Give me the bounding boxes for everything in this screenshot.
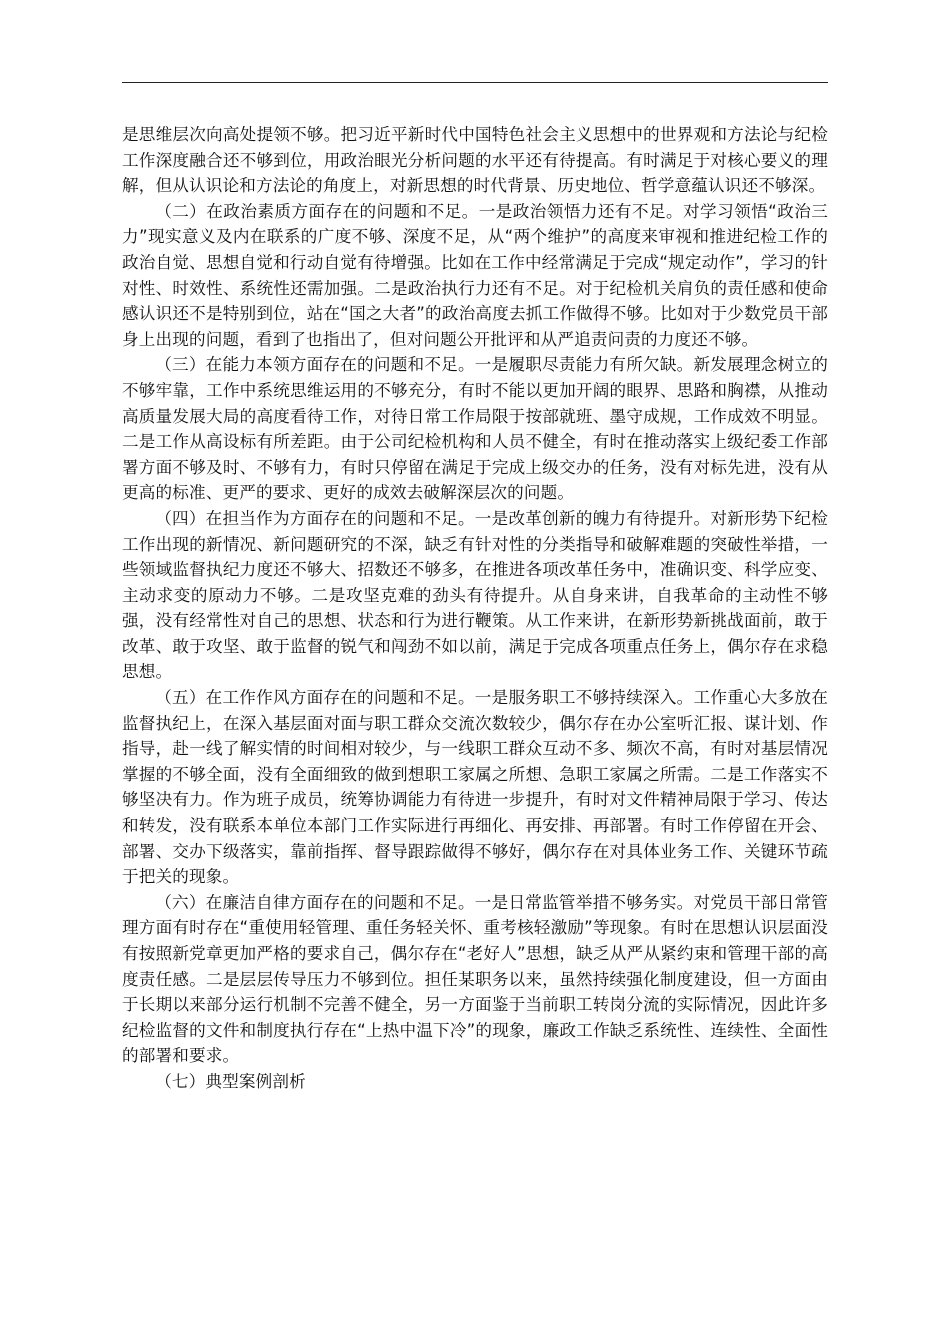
paragraph-case-analysis-heading: （七）典型案例剖析 (155, 1071, 306, 1091)
paragraph-responsibility: （四）在担当作为方面存在的问题和不足。一是改革创新的魄力有待提升。对新形势下纪检工作出现的新情况、新问题研究的不深，缺乏有针对性的分类指导和破解难题的突破性举措，一些领域监督执纪力度还不够大、招数还不够多，在推进各项改革任务中，准确识变、科学应变、主动求变的原动力不够。二是攻坚克难的劲头有待提升。从自身来讲，自我革命的主动性不够强，没有经常性对自己的思想、状态和行为进行鞭策。从工作来讲，在新形势新挑战面前，敢于改革、敢于攻坚、敢于监督的锐气和闯劲不如以前，满足于完成各项重点任务上，偶尔存在求稳思想。 (122, 508, 828, 682)
header-rule (122, 82, 828, 83)
paragraph-ability: （三）在能力本领方面存在的问题和不足。一是履职尽责能力有所欠缺。新发展理念树立的不够牢靠，工作中系统思维运用的不够充分，有时不能以更加开阔的眼界、思路和胸襟，从推动高质量发展大局的高度看待工作，对待日常工作局限于按部就班、墨守成规，工作成效不明显。二是工作从高设标有所差距。由于公司纪检机构和人员不健全，有时在推动落实上级纪委工作部署方面不够及时、不够有力，有时只停留在满足于完成上级交办的任务，没有对标先进，没有从更高的标准、更严的要求、更好的成效去破解深层次的问题。 (122, 355, 828, 503)
paragraph-work-style: （五）在工作作风方面存在的问题和不足。一是服务职工不够持续深入。工作重心大多放在监督执纪上，在深入基层面对面与职工群众交流次数较少，偶尔存在办公室听汇报、谋计划、作指导，赴一线了解实情的时间相对较少，与一线职工群众互动不多、频次不高，有时对基层情况掌握的不够全面，没有全面细致的做到想职工家属之所想、急职工家属之所需。二是工作落实不够坚决有力。作为班子成员，统筹协调能力有待进一步提升，有时对文件精神局限于学习、传达和转发，没有联系本单位本部门工作实际进行再细化、再安排、再部署。有时工作停留在开会、部署、交办下级落实，靠前指挥、督导跟踪做得不够好，偶尔存在对具体业务工作、关键环节疏于把关的现象。 (122, 688, 828, 887)
paragraph-integrity: （六）在廉洁自律方面存在的问题和不足。一是日常监管举措不够务实。对党员干部日常管理方面有时存在“重使用轻管理、重任务轻关怀、重考核轻激励”等现象。有时在思想认识层面没有按照新党章更加严格的要求自己，偶尔存在“老好人”思想，缺乏从严从紧约束和管理干部的高度责任感。二是层层传导压力不够到位。担任某职务以来，虽然持续强化制度建设，但一方面由于长期以来部分运行机制不完善不健全，另一方面鉴于当前职工转岗分流的实际情况，因此许多纪检监督的文件和制度执行存在“上热中温下冷”的现象，廉政工作缺乏系统性、连续性、全面性的部署和要求。 (122, 892, 828, 1066)
document-body (122, 122, 828, 1095)
paragraph-political-quality: （二）在政治素质方面存在的问题和不足。一是政治领悟力还有不足。对学习领悟“政治三力”现实意义及内在联系的广度不够、深度不足，从“两个维护”的高度来审视和推进纪检工作的政治自觉、思想自觉和行动自觉有待增强。比如在工作中经常满足于完成“规定动作”，学习的针对性、时效性、系统性还需加强。二是政治执行力还有不足。对于纪检机关肩负的责任感和使命感认识还不是特别到位，站在“国之大者”的政治高度去抓工作做得不够。比如对于少数党员干部身上出现的问题，看到了也指出了，但对问题公开批评和从严追责问责的力度还不够。 (122, 201, 828, 349)
paragraph-continuation: 是思维层次向高处提领不够。把习近平新时代中国特色社会主义思想中的世界观和方法论与纪检工作深度融合还不够到位，用政治眼光分析问题的水平还有待提高。有时满足于对核心要义的理解，但从认识论和方法论的角度上，对新思想的时代背景、历史地位、哲学意蕴认识还不够深。 (122, 125, 828, 196)
